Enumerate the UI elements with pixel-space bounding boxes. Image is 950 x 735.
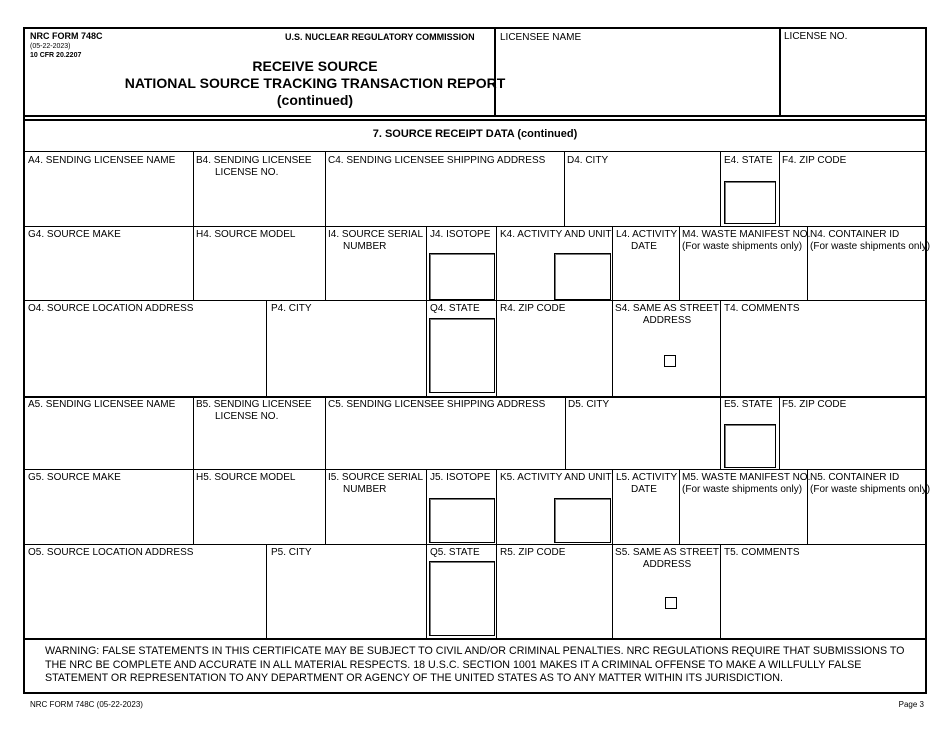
source-make-label: G4. SOURCE MAKE bbox=[28, 229, 121, 240]
location-zip-label: R4. ZIP CODE bbox=[500, 303, 566, 314]
isotope-label: J4. ISOTOPE bbox=[430, 229, 491, 240]
isotope-input[interactable] bbox=[429, 498, 495, 543]
cell-divider bbox=[612, 469, 613, 544]
serial-number-label: I4. SOURCE SERIAL NUMBER bbox=[328, 229, 424, 252]
cell-divider bbox=[325, 469, 326, 544]
cell-divider bbox=[426, 544, 427, 638]
cell-divider bbox=[564, 151, 565, 226]
waste-manifest-label: M5. WASTE MANIFEST NO. (For waste shipments only) bbox=[682, 472, 811, 495]
title-line-2: NATIONAL SOURCE TRACKING TRANSACTION REPORT bbox=[124, 75, 506, 91]
location-state-label: Q5. STATE bbox=[430, 547, 480, 558]
cell-divider bbox=[679, 469, 680, 544]
cell-divider bbox=[612, 226, 613, 300]
page-number: Page 3 bbox=[898, 700, 924, 709]
source-model-label: H5. SOURCE MODEL bbox=[196, 472, 296, 483]
cell-divider bbox=[679, 226, 680, 300]
cell-divider bbox=[193, 226, 194, 300]
cell-divider bbox=[193, 469, 194, 544]
container-id-label: N4. CONTAINER ID (For waste shipments only) bbox=[810, 229, 931, 252]
cell-divider bbox=[612, 544, 613, 638]
shipping-address-label: C4. SENDING LICENSEE SHIPPING ADDRESS bbox=[328, 155, 546, 166]
cell-divider bbox=[496, 544, 497, 638]
source-model-label: H4. SOURCE MODEL bbox=[196, 229, 296, 240]
location-city-label: P4. CITY bbox=[271, 303, 312, 314]
cell-divider bbox=[779, 151, 780, 226]
comments-label: T5. COMMENTS bbox=[724, 547, 800, 558]
sending-license-no-label: B5. SENDING LICENSEE LICENSE NO. bbox=[196, 399, 312, 422]
header-divider bbox=[779, 27, 781, 115]
state-input[interactable] bbox=[724, 424, 776, 468]
entry-separator bbox=[23, 396, 927, 398]
isotope-label: J5. ISOTOPE bbox=[430, 472, 491, 483]
row-rule bbox=[23, 226, 927, 227]
cell-divider bbox=[565, 397, 566, 469]
waste-manifest-label: M4. WASTE MANIFEST NO. (For waste shipments only) bbox=[682, 229, 811, 252]
licensee-name-label: LICENSEE NAME bbox=[500, 32, 582, 43]
row-rule bbox=[23, 469, 927, 470]
state-label: E5. STATE bbox=[724, 399, 773, 410]
license-no-field[interactable] bbox=[783, 45, 923, 112]
zip-label: F4. ZIP CODE bbox=[782, 155, 847, 166]
activity-unit-label: K4. ACTIVITY AND UNIT bbox=[500, 229, 612, 240]
header-double-rule bbox=[23, 119, 927, 121]
isotope-input[interactable] bbox=[429, 253, 495, 300]
cell-divider bbox=[612, 300, 613, 396]
same-as-street-checkbox[interactable] bbox=[664, 355, 676, 367]
warning-text: WARNING: FALSE STATEMENTS IN THIS CERTIFICATE MAY BE SUBJECT TO CIVIL AND/OR CRIMINAL PENALTIES. NRC REGULATIONS REQUIRE THAT SUBMISSIONS TO THE NRC BE COMPLETE AND ACCURATE IN ALL MATERIAL RESPECTS. 18 U.S.C. SECTION 1001 MAKES IT A CRIMINAL OFFENSE TO MAKE A WILLFULLY FALSE STATEMENT OR REPRESENTATION TO ANY DEPARTMENT OR AGENCY OF THE UNITED STATES AS TO ANY MATTER WITHIN ITS JURISDICTION. bbox=[45, 645, 905, 684]
city-label: D4. CITY bbox=[567, 155, 609, 166]
cell-divider bbox=[325, 397, 326, 469]
title-line-1: RECEIVE SOURCE bbox=[252, 58, 378, 74]
cell-divider bbox=[720, 397, 721, 469]
title-line-3: (continued) bbox=[276, 92, 354, 108]
sending-licensee-name-label: A5. SENDING LICENSEE NAME bbox=[28, 399, 176, 410]
comments-label: T4. COMMENTS bbox=[724, 303, 800, 314]
container-id-label: N5. CONTAINER ID (For waste shipments only) bbox=[810, 472, 931, 495]
cell-divider bbox=[266, 300, 267, 396]
same-as-street-label: S5. SAME AS STREET ADDRESS bbox=[615, 547, 719, 570]
activity-date-label: L5. ACTIVITY DATE bbox=[616, 472, 678, 495]
sending-license-no-label: B4. SENDING LICENSEE LICENSE NO. bbox=[196, 155, 312, 178]
source-location-address-label: O5. SOURCE LOCATION ADDRESS bbox=[28, 547, 194, 558]
footer-form-ref: NRC FORM 748C (05-22-2023) bbox=[30, 700, 143, 709]
state-label: E4. STATE bbox=[724, 155, 773, 166]
location-state-label: Q4. STATE bbox=[430, 303, 480, 314]
serial-number-label: I5. SOURCE SERIAL NUMBER bbox=[328, 472, 424, 495]
sending-licensee-name-label: A4. SENDING LICENSEE NAME bbox=[28, 155, 176, 166]
same-as-street-checkbox[interactable] bbox=[665, 597, 677, 609]
location-city-label: P5. CITY bbox=[271, 547, 312, 558]
location-zip-label: R5. ZIP CODE bbox=[500, 547, 566, 558]
header-divider bbox=[494, 27, 496, 115]
form-id: NRC FORM 748C bbox=[30, 31, 103, 41]
cell-divider bbox=[193, 397, 194, 469]
source-location-address-label: O4. SOURCE LOCATION ADDRESS bbox=[28, 303, 194, 314]
row-rule bbox=[23, 544, 927, 545]
cell-divider bbox=[266, 544, 267, 638]
header-bottom-rule bbox=[23, 115, 927, 117]
warning-rule bbox=[23, 638, 927, 640]
activity-unit-input[interactable] bbox=[554, 498, 611, 543]
city-label: D5. CITY bbox=[568, 399, 610, 410]
cfr-citation: 10 CFR 20.2207 bbox=[30, 52, 82, 59]
state-input[interactable] bbox=[724, 181, 776, 224]
section-title: 7. SOURCE RECEIPT DATA (continued) bbox=[372, 128, 578, 140]
cell-divider bbox=[325, 226, 326, 300]
row-rule bbox=[23, 300, 927, 301]
cell-divider bbox=[779, 397, 780, 469]
licensee-name-field[interactable] bbox=[498, 46, 776, 112]
zip-label: F5. ZIP CODE bbox=[782, 399, 847, 410]
location-state-input[interactable] bbox=[429, 561, 495, 636]
source-make-label: G5. SOURCE MAKE bbox=[28, 472, 121, 483]
agency-name: U.S. NUCLEAR REGULATORY COMMISSION bbox=[285, 32, 475, 42]
activity-date-label: L4. ACTIVITY DATE bbox=[616, 229, 678, 252]
cell-divider bbox=[496, 300, 497, 396]
cell-divider bbox=[325, 151, 326, 226]
same-as-street-label: S4. SAME AS STREET ADDRESS bbox=[615, 303, 719, 326]
location-state-input[interactable] bbox=[429, 318, 495, 393]
cell-divider bbox=[496, 469, 497, 544]
section-rule bbox=[23, 151, 927, 152]
cell-divider bbox=[426, 469, 427, 544]
cell-divider bbox=[720, 544, 721, 638]
shipping-address-label: C5. SENDING LICENSEE SHIPPING ADDRESS bbox=[328, 399, 546, 410]
cell-divider bbox=[720, 300, 721, 396]
cell-divider bbox=[496, 226, 497, 300]
activity-unit-input[interactable] bbox=[554, 253, 611, 300]
cell-divider bbox=[426, 300, 427, 396]
cell-divider bbox=[193, 151, 194, 226]
cell-divider bbox=[426, 226, 427, 300]
cell-divider bbox=[720, 151, 721, 226]
license-no-label: LICENSE NO. bbox=[784, 31, 848, 42]
form-date: (05-22-2023) bbox=[30, 43, 71, 50]
activity-unit-label: K5. ACTIVITY AND UNIT bbox=[500, 472, 612, 483]
